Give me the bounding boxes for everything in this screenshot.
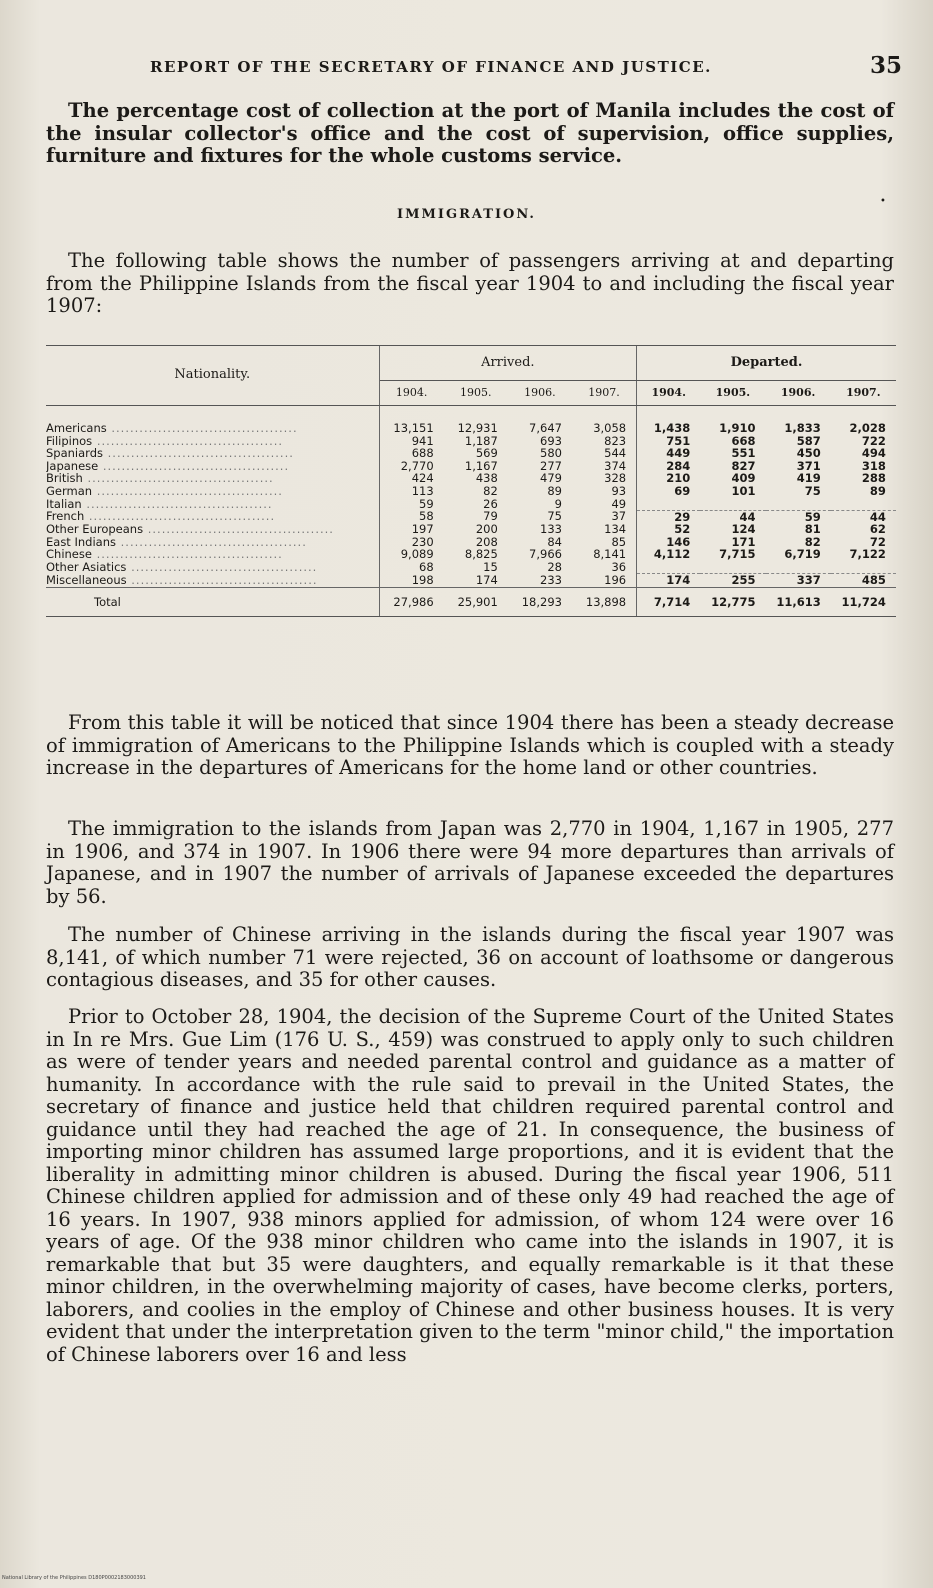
arrived-cell: 233 bbox=[540, 572, 562, 587]
departed-cell: 494 bbox=[861, 446, 886, 461]
departed-cell: 288 bbox=[861, 471, 886, 486]
immigration-table bbox=[46, 345, 896, 617]
arrived-cell: 569 bbox=[475, 446, 498, 461]
arrived-cell: 59 bbox=[419, 496, 434, 511]
departed-year-1906: 1906. bbox=[766, 381, 831, 406]
arrived-cell: 580 bbox=[540, 446, 562, 461]
leader-dots: ........................................ bbox=[82, 472, 274, 485]
departed-cell: 75 bbox=[804, 483, 821, 498]
arrived-total-cell: 27,986 bbox=[379, 587, 444, 617]
arrived-cell: 89 bbox=[547, 483, 562, 498]
row-nationality: Chinese ........................................ bbox=[46, 548, 379, 561]
table-row bbox=[46, 498, 896, 511]
leader-dots: ........................................ bbox=[91, 548, 283, 562]
leader-dots: ........................................ bbox=[81, 497, 273, 511]
arrived-cell: 26 bbox=[483, 496, 498, 511]
departed-cell: 4,112 bbox=[653, 547, 691, 562]
departed-cell: 1,910 bbox=[719, 421, 756, 435]
leader-dots: ........................................ bbox=[106, 421, 298, 435]
departed-year-1905: 1905. bbox=[700, 381, 765, 406]
arrived-cell: 1,187 bbox=[464, 433, 498, 448]
arrived-cell: 113 bbox=[411, 483, 434, 498]
arrived-cell: 174 bbox=[475, 572, 498, 587]
row-nationality: German ........................................ bbox=[46, 485, 379, 498]
total-label: Total bbox=[46, 587, 379, 617]
arrived-cell: 68 bbox=[419, 560, 434, 575]
leader-dots: ........................................ bbox=[98, 459, 290, 473]
table-row bbox=[46, 548, 896, 561]
departed-cell: 69 bbox=[674, 483, 691, 498]
departed-cell: 59 bbox=[766, 510, 831, 523]
arrived-cell: 693 bbox=[540, 433, 562, 448]
departed-cell: 409 bbox=[731, 471, 756, 486]
arrived-cell: 28 bbox=[547, 560, 562, 575]
table-intro-paragraph: The following table shows the number of passengers arriving at and departing from the Philippine Islands from the fiscal year 1904 to and including the fiscal year 1907: bbox=[46, 249, 894, 317]
departed-cell: 419 bbox=[796, 471, 821, 486]
arrived-cell: 438 bbox=[475, 471, 498, 486]
departed-total-cell: 7,714 bbox=[637, 587, 701, 617]
arrived-cell: 7,647 bbox=[529, 421, 562, 435]
departed-cell: 318 bbox=[861, 458, 886, 473]
nationality-header: Nationality. bbox=[46, 346, 379, 406]
arrived-cell: 12,931 bbox=[457, 421, 498, 435]
page-number: 35 bbox=[869, 52, 902, 79]
arrived-cell: 134 bbox=[572, 523, 637, 536]
section-title: IMMIGRATION. bbox=[397, 207, 536, 222]
row-nationality: Miscellaneous ........................................ bbox=[46, 574, 379, 588]
arrived-cell: 544 bbox=[572, 447, 637, 460]
arrived-cell: 36 bbox=[572, 561, 637, 574]
arrived-cell: 93 bbox=[572, 485, 637, 498]
departed-cell: 284 bbox=[666, 458, 691, 473]
arrived-cell: 58 bbox=[419, 509, 434, 524]
arrived-cell: 200 bbox=[475, 522, 498, 537]
row-nationality: Filipinos ........................................ bbox=[46, 435, 379, 448]
row-nationality: Japanese ........................................ bbox=[46, 460, 379, 473]
arrived-cell: 3,058 bbox=[572, 406, 637, 435]
arrived-cell: 688 bbox=[411, 446, 434, 461]
row-nationality: Americans ........................................ bbox=[46, 406, 379, 435]
arrived-year-1907: 1907. bbox=[572, 381, 637, 406]
arrived-cell: 328 bbox=[572, 472, 637, 485]
arrived-cell: 196 bbox=[572, 574, 637, 588]
departed-cell bbox=[637, 498, 701, 511]
arrived-cell: 8,141 bbox=[572, 548, 637, 561]
row-nationality: East Indians ........................................ bbox=[46, 536, 379, 549]
library-footer: National Library of the Philippines D180P0002183000391 bbox=[2, 1575, 146, 1581]
arrived-cell: 79 bbox=[483, 509, 498, 524]
body-paragraph-4: Prior to October 28, 1904, the decision of the Supreme Court of the United States in In re Mrs. Gue Lim (176 U. S., 459) was construed to apply only to such children as were of tender years and needed parental control and guidance as a matter of humanity. In accordance with the rule said to prevail in the United States, the secretary of finance and justice held that children required parental control and guidance until they had reached the age of 21. In consequence, the business of importing minor children has assumed large proportions, and it is evident that the liberality in admitting minor children is abused. During the fiscal year 1906, 511 Chinese children applied for admission and of these only 49 had reached the age of 16 years. In 1907, 938 minors applied for admission, of whom 124 were over 16 years of age. Of the 938 minor children who came into the islands in 1907, it is remarkable that but 35 were daughters, and equally remarkable is it that these minor children, in the overwhelming majority of cases, have become clerks, porters, laborers, and coolies in the employ of Chinese and other business houses. It is very evident that under the interpretation given to the term "minor child," the importation of Chinese laborers over 16 and less bbox=[46, 1005, 895, 1366]
departed-cell: 450 bbox=[796, 446, 821, 461]
departed-cell: 44 bbox=[700, 510, 765, 523]
arrived-year-1906: 1906. bbox=[508, 381, 572, 406]
departed-cell bbox=[831, 561, 896, 574]
departed-year-1904: 1904. bbox=[637, 381, 701, 406]
departed-cell bbox=[831, 498, 896, 511]
departed-cell: 89 bbox=[869, 483, 886, 498]
departed-header: Departed. bbox=[637, 346, 896, 381]
departed-year-1907: 1907. bbox=[831, 381, 896, 406]
leader-dots: ........................................ bbox=[126, 561, 318, 574]
leader-dots: ........................................ bbox=[126, 573, 318, 587]
row-nationality: Other Europeans ........................................ bbox=[46, 523, 379, 536]
leader-dots: ........................................ bbox=[84, 510, 276, 524]
departed-total-cell: 11,724 bbox=[831, 587, 896, 617]
departed-cell: 1,438 bbox=[653, 421, 691, 435]
arrived-cell: 479 bbox=[540, 471, 562, 486]
departed-cell: 174 bbox=[637, 574, 701, 588]
departed-cell: 255 bbox=[700, 574, 765, 588]
body-paragraph-2: The immigration to the islands from Japan was 2,770 in 1904, 1,167 in 1905, 277 in 1906, and 374 in 1907. In 1906 there were 94 more departures than arrivals of Japanese, and in 1907 the number of arrivals of Japanese exceeded the departures by 56. bbox=[46, 817, 894, 908]
arrived-cell: 277 bbox=[540, 458, 562, 473]
arrived-cell: 2,770 bbox=[400, 458, 434, 473]
table-row bbox=[46, 460, 896, 473]
departed-cell: 124 bbox=[731, 522, 756, 537]
table-row bbox=[46, 510, 896, 523]
arrived-cell: 84 bbox=[547, 534, 562, 549]
arrived-cell: 82 bbox=[483, 483, 498, 498]
row-nationality: French ........................................ bbox=[46, 510, 379, 523]
speck-mark: • bbox=[880, 196, 886, 207]
arrived-cell: 197 bbox=[411, 522, 434, 537]
arrived-cell: 85 bbox=[572, 536, 637, 549]
departed-cell: 751 bbox=[666, 433, 691, 448]
arrived-header: Arrived. bbox=[379, 346, 637, 381]
table-row bbox=[46, 523, 896, 536]
table-row bbox=[46, 406, 896, 435]
page-header bbox=[150, 52, 910, 82]
arrived-total-cell: 25,901 bbox=[444, 587, 508, 617]
departed-cell: 52 bbox=[674, 522, 691, 537]
arrived-cell: 941 bbox=[411, 433, 434, 448]
arrived-year-1904: 1904. bbox=[379, 381, 444, 406]
departed-cell: 2,028 bbox=[849, 421, 886, 435]
departed-cell: 7,715 bbox=[719, 547, 756, 562]
leader-dots: ........................................ bbox=[92, 484, 283, 498]
departed-cell bbox=[766, 498, 831, 511]
row-nationality: Other Asiatics ........................................ bbox=[46, 561, 379, 574]
arrived-cell: 198 bbox=[411, 572, 434, 587]
departed-cell: 1,833 bbox=[784, 421, 821, 435]
departed-cell: 337 bbox=[766, 574, 831, 588]
total-row bbox=[46, 587, 896, 617]
arrived-cell: 9,089 bbox=[400, 547, 434, 562]
arrived-cell: 13,151 bbox=[393, 421, 434, 435]
arrived-total-cell: 18,293 bbox=[508, 587, 572, 617]
departed-cell: 62 bbox=[869, 522, 886, 537]
departed-cell: 827 bbox=[731, 458, 756, 473]
departed-cell: 449 bbox=[666, 446, 691, 461]
row-nationality: British ........................................ bbox=[46, 472, 379, 485]
departed-cell: 551 bbox=[731, 446, 756, 461]
departed-cell: 210 bbox=[666, 471, 691, 486]
arrived-cell: 9 bbox=[554, 496, 562, 511]
departed-cell: 7,122 bbox=[849, 547, 886, 562]
arrived-cell: 1,167 bbox=[464, 458, 498, 473]
arrived-total-cell: 13,898 bbox=[572, 587, 637, 617]
departed-cell bbox=[637, 561, 701, 574]
departed-cell: 29 bbox=[637, 510, 701, 523]
arrived-cell: 374 bbox=[572, 460, 637, 473]
table-row bbox=[46, 472, 896, 485]
arrived-cell: 37 bbox=[572, 510, 637, 523]
departed-total-cell: 11,613 bbox=[766, 587, 831, 617]
departed-cell bbox=[700, 498, 765, 511]
departed-cell: 171 bbox=[731, 534, 756, 549]
departed-cell: 371 bbox=[796, 458, 821, 473]
departed-cell: 485 bbox=[831, 574, 896, 588]
table-row bbox=[46, 485, 896, 498]
arrived-cell: 7,966 bbox=[529, 547, 562, 562]
departed-cell: 72 bbox=[869, 534, 886, 549]
arrived-cell: 75 bbox=[547, 509, 562, 524]
departed-total-cell: 12,775 bbox=[700, 587, 765, 617]
arrived-cell: 424 bbox=[411, 471, 434, 486]
departed-cell: 44 bbox=[831, 510, 896, 523]
arrived-cell: 15 bbox=[483, 560, 498, 575]
leader-dots: ........................................ bbox=[115, 535, 307, 549]
departed-cell: 587 bbox=[796, 433, 821, 448]
intro-paragraph: The percentage cost of collection at the port of Manila includes the cost of the insular collector's office and the cost of supervision, office supplies, furniture and fixtures for the whole customs service. bbox=[46, 99, 894, 167]
arrived-cell: 133 bbox=[540, 522, 562, 537]
leader-dots: ........................................ bbox=[103, 447, 294, 460]
departed-cell: 722 bbox=[861, 433, 886, 448]
arrived-cell: 8,825 bbox=[464, 547, 498, 562]
arrived-cell: 823 bbox=[572, 435, 637, 448]
departed-cell bbox=[700, 561, 765, 574]
departed-cell: 82 bbox=[804, 534, 821, 549]
arrived-cell: 208 bbox=[475, 534, 498, 549]
table-row bbox=[46, 561, 896, 574]
departed-cell: 668 bbox=[731, 433, 756, 448]
body-paragraph-3: The number of Chinese arriving in the islands during the fiscal year 1907 was 8,141, of which number 71 were rejected, 36 on account of loathsome or dangerous contagious diseases, and 35 for other causes. bbox=[46, 923, 894, 991]
departed-cell: 146 bbox=[666, 534, 691, 549]
arrived-cell: 49 bbox=[572, 498, 637, 511]
leader-dots: ........................................ bbox=[92, 434, 284, 448]
body-paragraph-1: From this table it will be noticed that since 1904 there has been a steady decrease of immigration of Americans to the Philippine Islands which is coupled with a steady increase in the departures of Americans for the home land or other countries. bbox=[46, 711, 894, 779]
running-title: REPORT OF THE SECRETARY OF FINANCE AND JUSTICE. bbox=[150, 58, 712, 76]
arrived-year-1905: 1905. bbox=[444, 381, 508, 406]
departed-cell bbox=[766, 561, 831, 574]
table-row bbox=[46, 435, 896, 448]
leader-dots: ........................................ bbox=[143, 523, 334, 536]
table-row bbox=[46, 574, 896, 588]
row-nationality: Spaniards ........................................ bbox=[46, 447, 379, 460]
table-row bbox=[46, 447, 896, 460]
row-nationality: Italian ........................................ bbox=[46, 498, 379, 511]
arrived-cell: 230 bbox=[411, 534, 434, 549]
departed-cell: 101 bbox=[731, 483, 756, 498]
departed-cell: 6,719 bbox=[784, 547, 821, 562]
departed-cell: 81 bbox=[804, 522, 821, 537]
